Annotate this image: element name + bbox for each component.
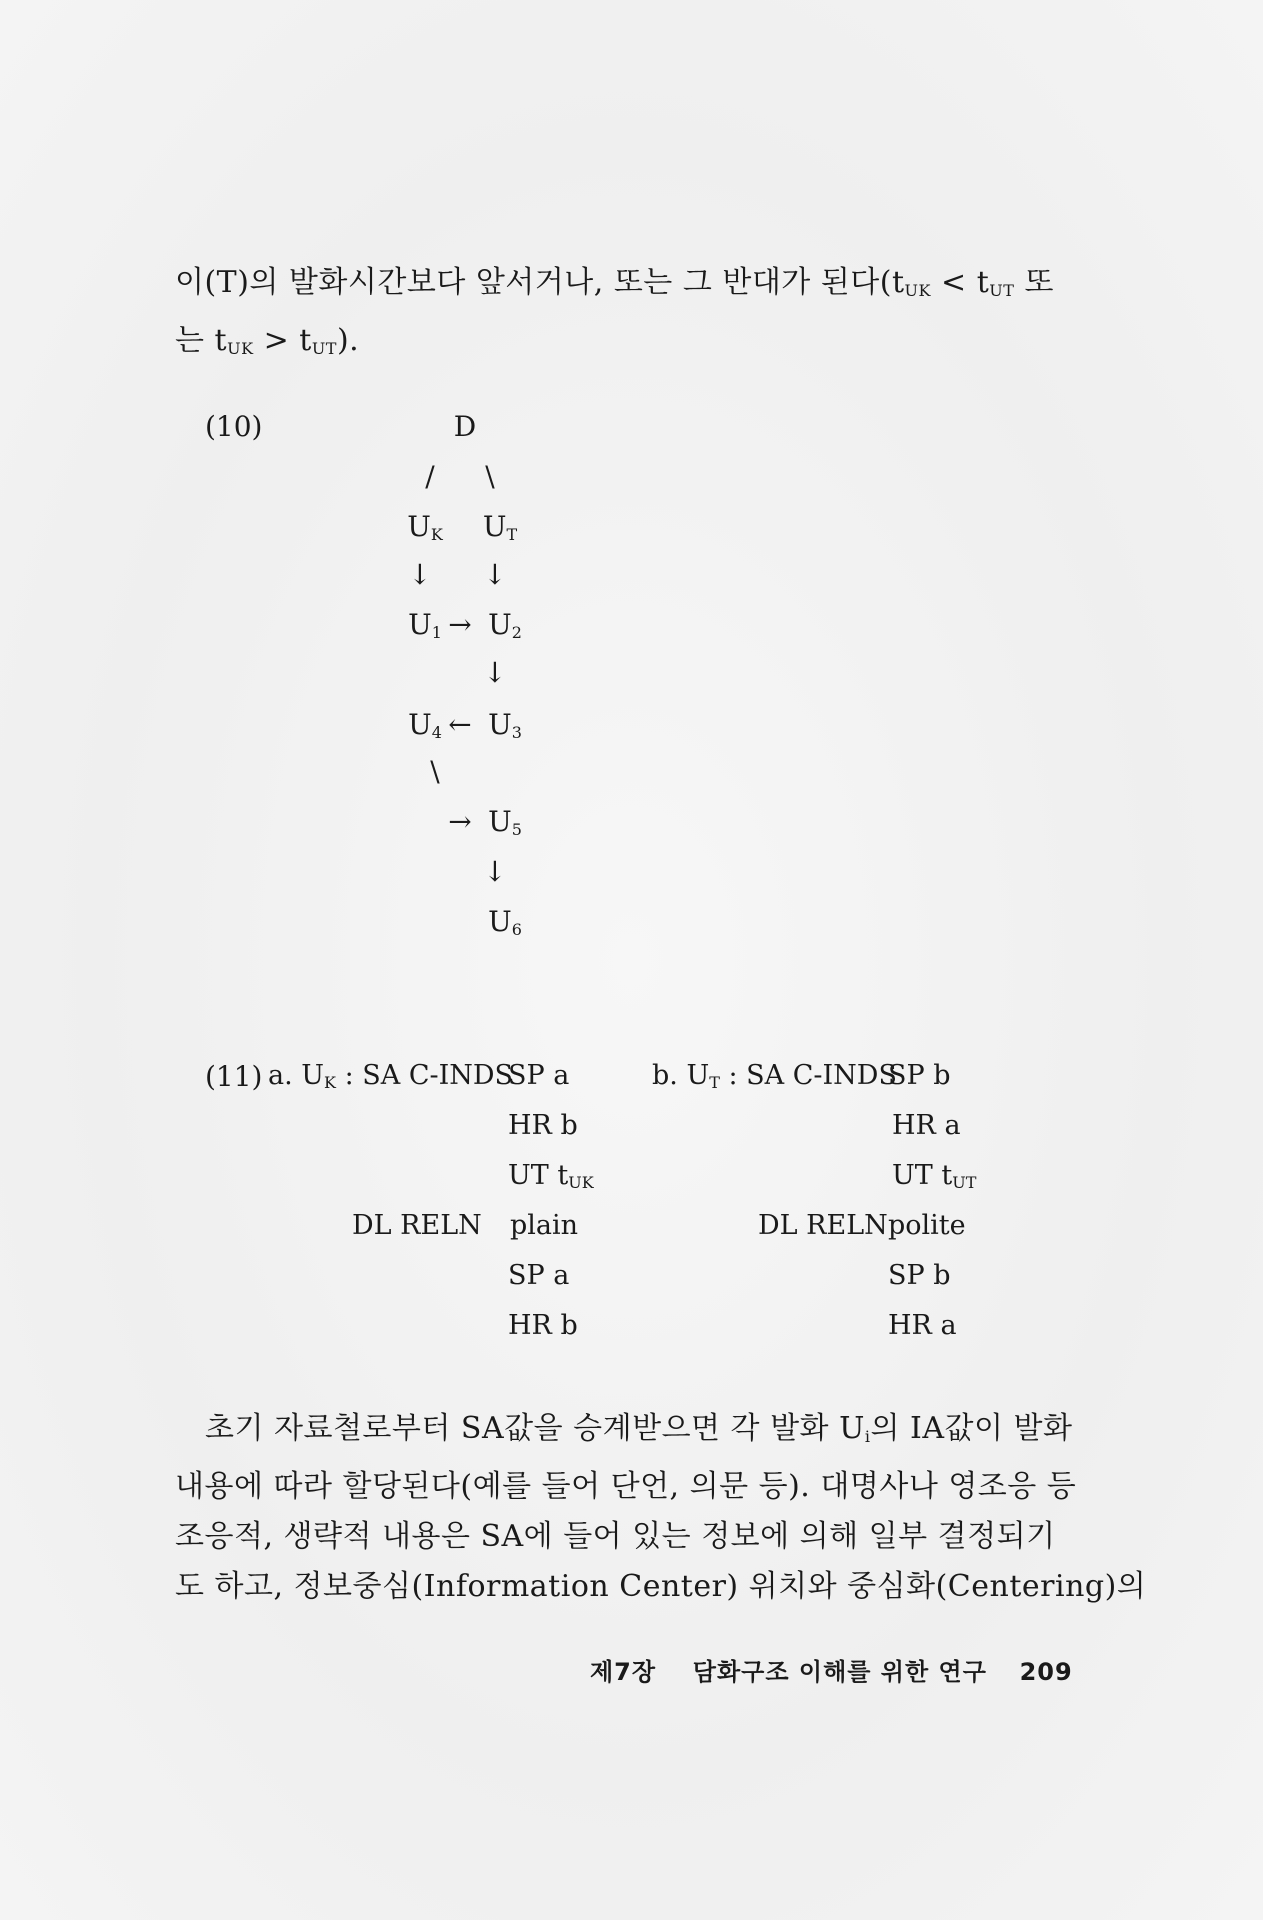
paragraph-top-line-1: 이(T)의 발화시간보다 앞서거나, 또는 그 반대가 된다($t_{UK} < t_{UT}$ 또 xyxy=(175,265,1054,300)
right-arrow-u5: → xyxy=(448,805,472,838)
feature-b-value: polite xyxy=(888,1210,966,1241)
node-u2: $U_2$ xyxy=(488,608,522,642)
paragraph-top-line-2: 는 $t_{UK} > t_{UT}$). xyxy=(175,323,360,358)
paragraph-bottom-line-1: 초기 자료철로부터 SA값을 승계받으면 각 발화 $U_i$의 IA값이 발화 xyxy=(205,1411,1073,1446)
node-u3: $U_3$ xyxy=(488,708,522,742)
footer-chapter: 제7장 xyxy=(590,1658,657,1686)
feature-b-ut: UT $t_{UT}$ xyxy=(892,1160,977,1192)
branch-right: \ xyxy=(485,460,495,493)
down-arrow-u5: ↓ xyxy=(483,855,507,888)
feature-b-head: b. $U_T$ : SA C-INDS xyxy=(652,1060,897,1092)
node-u5: $U_5$ xyxy=(488,805,522,839)
down-arrow-u2: ↓ xyxy=(483,656,507,689)
node-uk: $U_K$ xyxy=(407,510,443,544)
down-arrow-ut: ↓ xyxy=(483,558,507,591)
feature-b-hr2: HR a xyxy=(888,1310,957,1341)
feature-a-ut: UT $t_{UK}$ xyxy=(508,1160,594,1192)
node-u6: $U_6$ xyxy=(488,905,522,939)
node-u4: $U_4$ xyxy=(408,708,442,742)
example-11-label: (11) xyxy=(205,1060,263,1093)
paragraph-bottom-line-4: 도 하고, 정보중심(Information Center) 위치와 중심화(Centering)의 xyxy=(175,1569,1147,1604)
node-ut: $U_T$ xyxy=(482,510,518,544)
page-number: 209 xyxy=(1019,1658,1073,1686)
branch-u4-u5: \ xyxy=(430,755,440,788)
node-u1: $U_1$ xyxy=(408,608,442,642)
feature-b-dl-reln: DL RELN xyxy=(758,1210,888,1241)
feature-a-hr2: HR b xyxy=(508,1310,578,1341)
feature-a-head: a. $U_K$ : SA C-INDS xyxy=(268,1060,514,1092)
paragraph-top xyxy=(175,258,1055,374)
paragraph-bottom xyxy=(175,1404,1147,1612)
feature-b-sp: SP b xyxy=(888,1060,951,1091)
right-arrow-u1-u2: → xyxy=(448,608,472,641)
feature-a-sp2: SP a xyxy=(508,1260,570,1291)
page-footer xyxy=(590,1652,1073,1687)
feature-a-dl-reln: DL RELN xyxy=(352,1210,482,1241)
paragraph-bottom-line-3: 조응적, 생략적 내용은 SA에 들어 있는 정보에 의해 일부 결정되기 xyxy=(175,1519,1056,1554)
feature-b-hr: HR a xyxy=(892,1110,961,1141)
branch-left: / xyxy=(425,460,435,493)
left-arrow-u3-u4: ← xyxy=(448,708,472,741)
example-10-label: (10) xyxy=(205,410,263,443)
footer-title: 담화구조 이해를 위한 연구 xyxy=(692,1658,987,1686)
paragraph-bottom-line-2: 내용에 따라 할당된다(예를 들어 단언, 의문 등). 대명사나 영조응 등 xyxy=(175,1469,1077,1504)
feature-a-sp: SP a xyxy=(508,1060,570,1091)
node-d: D xyxy=(453,410,477,443)
down-arrow-uk: ↓ xyxy=(408,558,432,591)
feature-a-hr: HR b xyxy=(508,1110,578,1141)
feature-b-sp2: SP b xyxy=(888,1260,951,1291)
feature-a-value: plain xyxy=(510,1210,579,1241)
